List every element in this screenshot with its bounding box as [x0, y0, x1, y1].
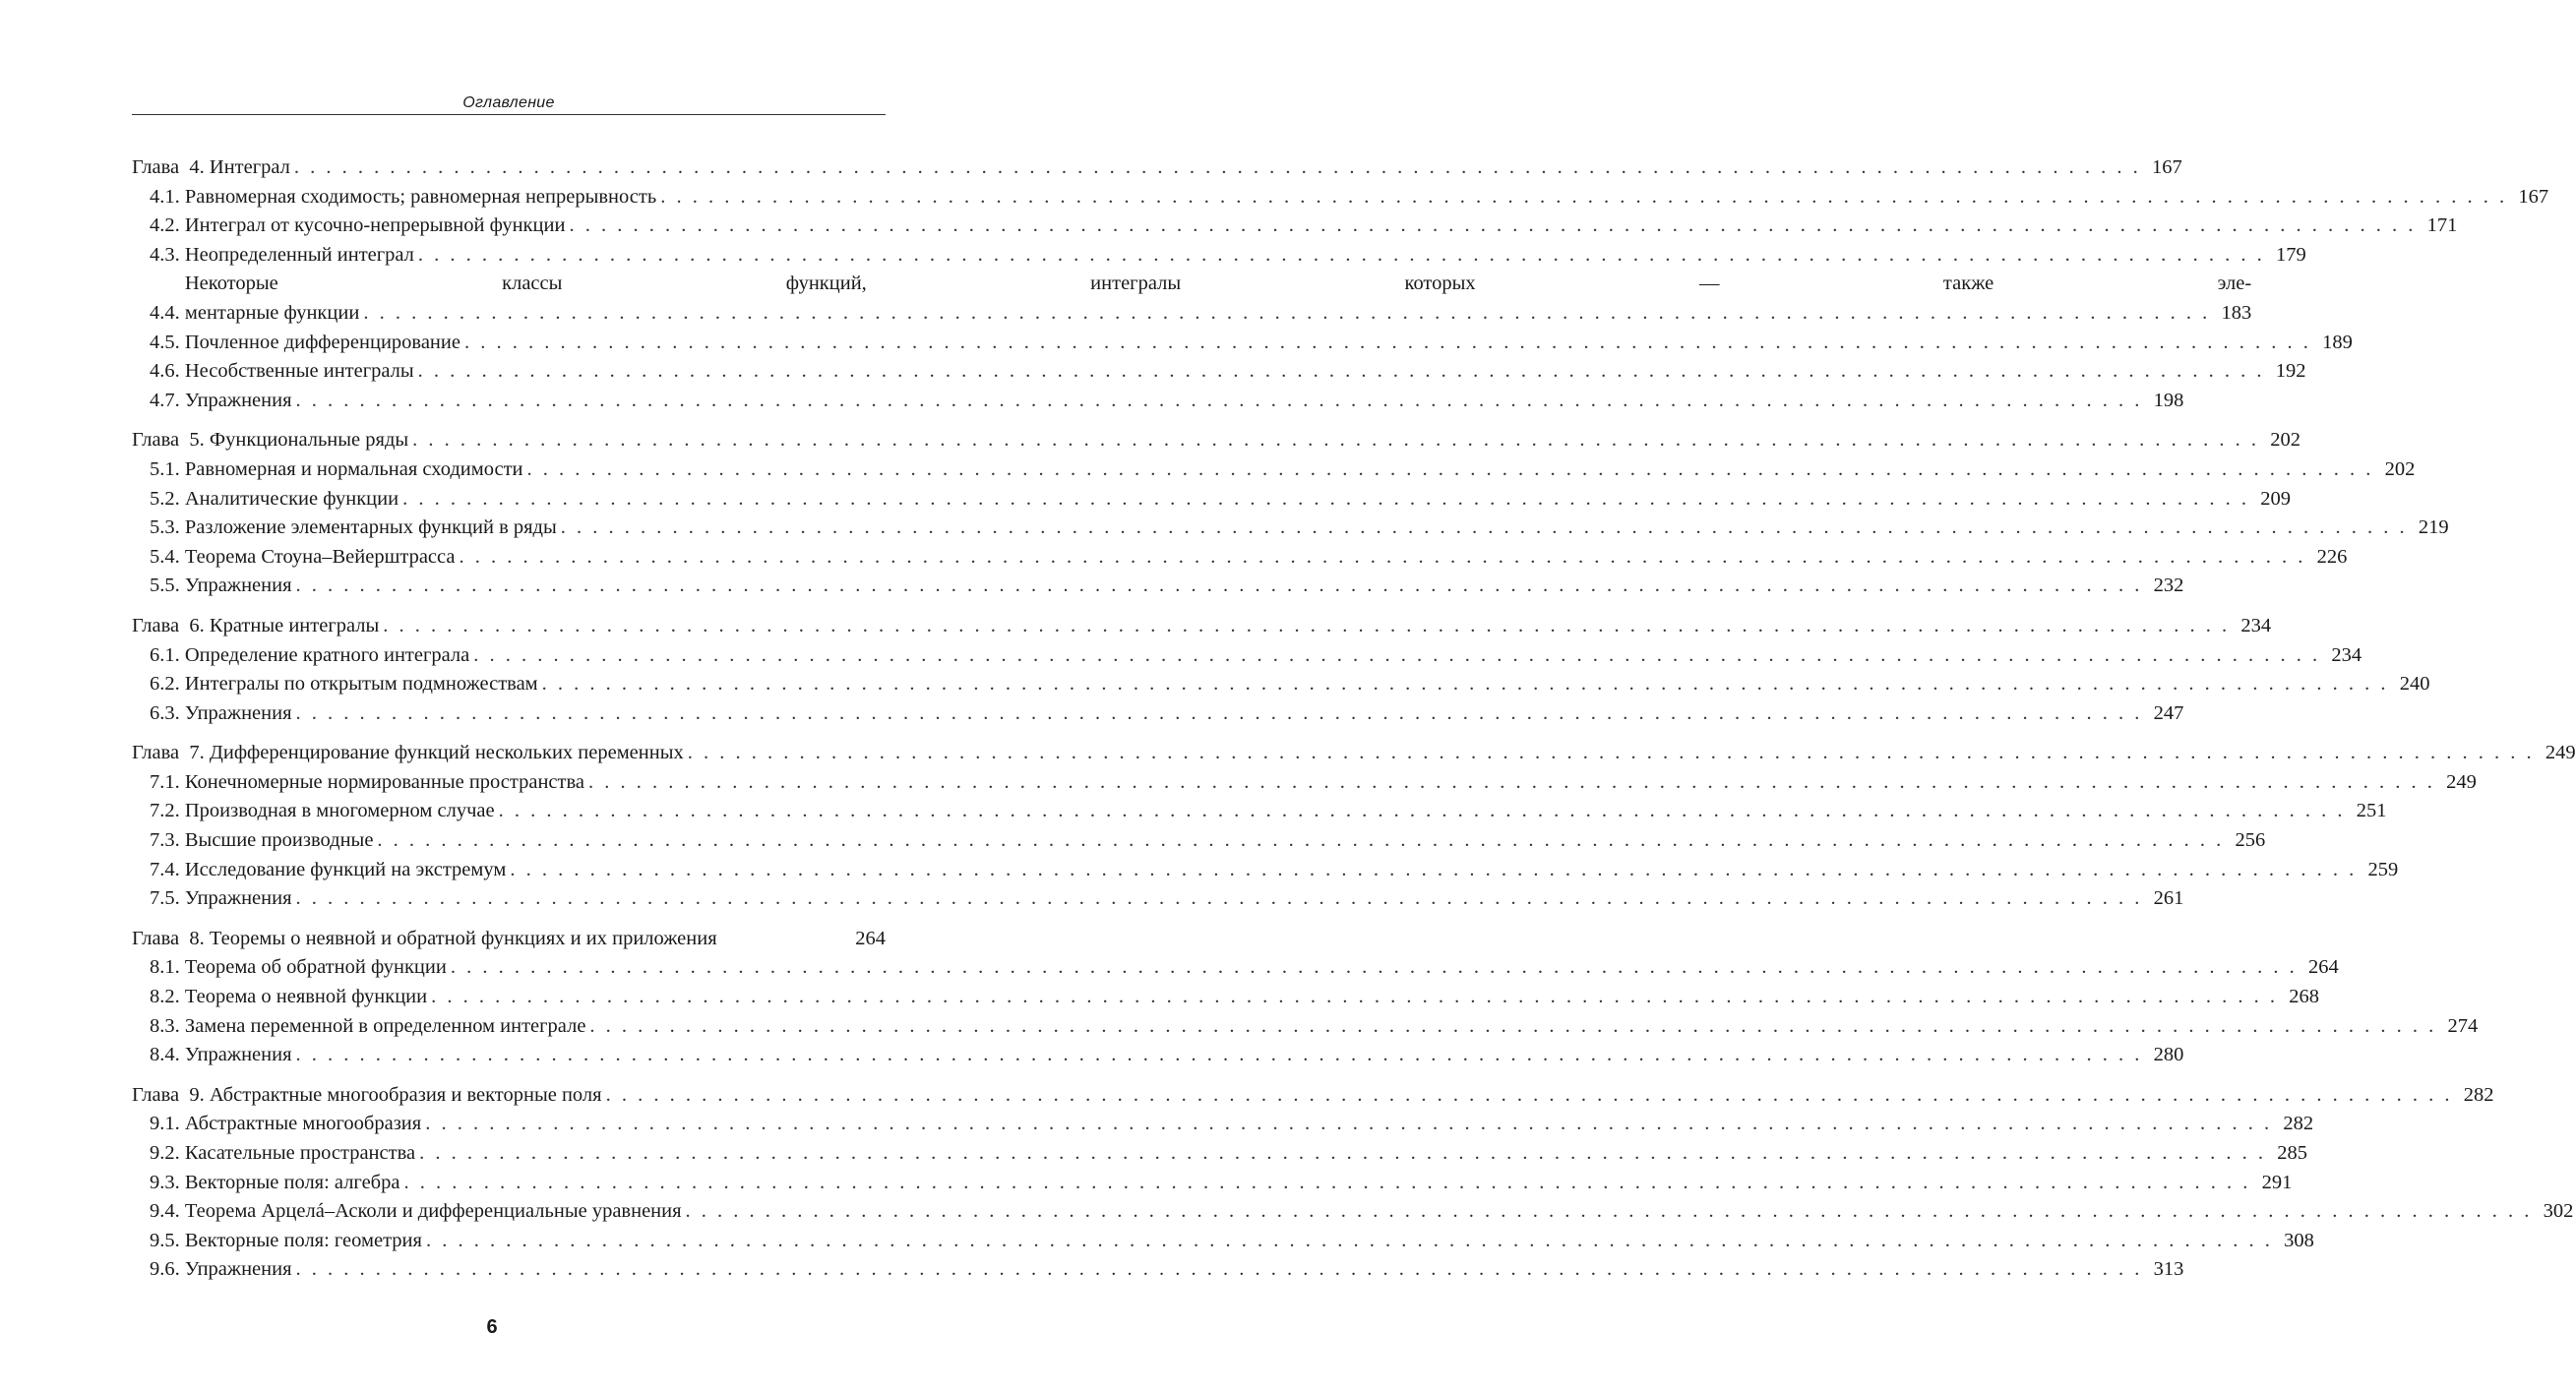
chapter-number: Глава 5. — [132, 429, 210, 452]
section-page: 280 — [2153, 1044, 2184, 1066]
dot-leader — [296, 1255, 2143, 1285]
section-page: 226 — [2316, 545, 2348, 568]
dot-leader — [499, 797, 2346, 826]
section-title: Упражнения — [184, 575, 292, 597]
section-entry[interactable] — [132, 1041, 2184, 1070]
chapter-number: Глава 9. — [132, 1083, 210, 1106]
chapter-entry[interactable] — [132, 1081, 2494, 1111]
dot-leader — [419, 1139, 2266, 1169]
section-number: 4.2. — [150, 214, 185, 237]
section-entry[interactable] — [132, 1139, 2307, 1169]
dot-leader — [527, 455, 2374, 485]
section-number: 8.2. — [150, 986, 185, 1008]
chapter-number: Глава 8. — [132, 927, 210, 949]
section-title: Интегралы по открытым подмножествам — [184, 673, 538, 696]
chapter-block — [132, 739, 2576, 914]
dot-leader — [464, 329, 2311, 358]
section-title: Некоторые классы функций, интегралы которых — также эле- — [184, 273, 2252, 295]
chapter-title: Абстрактные многообразия и векторные поля — [209, 1083, 602, 1106]
dot-leader — [296, 387, 2143, 416]
section-number: 7.3. — [150, 829, 185, 852]
chapter-page: 202 — [2270, 429, 2301, 452]
chapter-page: 167 — [2152, 156, 2182, 178]
section-page: 249 — [2446, 770, 2477, 793]
chapter-number: Глава 4. — [132, 156, 210, 178]
section-number: 7.5. — [150, 887, 185, 910]
section-page: 179 — [2276, 243, 2306, 266]
dot-leader — [688, 739, 2535, 768]
section-entry[interactable] — [132, 1169, 2293, 1198]
section-page: 209 — [2260, 487, 2291, 510]
section-number: 9.1. — [150, 1113, 185, 1135]
chapter-title: Функциональные ряды — [209, 429, 409, 452]
section-page: 251 — [2356, 800, 2387, 822]
chapter-title: Интеграл — [209, 156, 290, 178]
dot-leader — [561, 514, 2408, 543]
section-number: 5.1. — [150, 457, 185, 480]
section-page: 274 — [2447, 1014, 2479, 1037]
section-number: 4.1. — [150, 185, 185, 208]
section-title: Несобственные интегралы — [184, 360, 414, 383]
section-number: 6.1. — [150, 643, 185, 666]
chapter-block — [132, 153, 2549, 415]
chapter-title: Теоремы о неявной и обратной функциях и их приложения — [209, 927, 717, 949]
section-title: Теорема об обратной функции — [184, 956, 447, 979]
page-number: 6 — [486, 1316, 498, 1338]
chapter-title: Кратные интегралы — [209, 614, 380, 636]
chapter-block — [132, 426, 2449, 601]
section-entry[interactable] — [132, 856, 2399, 885]
section-number: 9.4. — [150, 1200, 185, 1223]
section-title: Теорема Стоуна–Вейерштрасса — [184, 545, 456, 568]
section-number: 4.7. — [150, 389, 185, 411]
section-entry[interactable] — [132, 572, 2184, 601]
section-number: 8.1. — [150, 956, 185, 979]
section-entry[interactable] — [132, 953, 2339, 983]
section-number: 9.6. — [150, 1258, 185, 1281]
section-entry[interactable] — [132, 1227, 2314, 1256]
section-number: 4.6. — [150, 360, 185, 383]
dot-leader — [451, 953, 2298, 983]
section-title: Разложение элементарных функций в ряды — [184, 516, 557, 539]
section-entry[interactable] — [132, 699, 2184, 729]
section-page: 234 — [2331, 643, 2362, 666]
section-page: 308 — [2284, 1229, 2314, 1251]
dot-leader — [402, 485, 2249, 515]
chapter-entry[interactable] — [132, 925, 886, 954]
chapter-entry[interactable] — [132, 153, 2182, 183]
section-entry[interactable] — [132, 1012, 2479, 1042]
section-entry[interactable] — [132, 983, 2319, 1012]
section-title: Абстрактные многообразия — [184, 1113, 422, 1135]
section-number: 9.2. — [150, 1142, 185, 1164]
section-entry[interactable] — [132, 212, 2458, 241]
section-title: Конечномерные нормированные пространства — [184, 770, 584, 793]
section-entry[interactable] — [132, 884, 2184, 914]
section-number: 5.5. — [150, 575, 185, 597]
section-title: Равномерная и нормальная сходимости — [184, 457, 523, 480]
chapter-page: 234 — [2240, 614, 2272, 636]
section-page: 192 — [2275, 360, 2306, 383]
section-entry[interactable] — [132, 670, 2430, 699]
section-number: 5.4. — [150, 545, 185, 568]
chapter-entry[interactable] — [132, 612, 2272, 641]
dot-leader — [459, 543, 2305, 573]
section-page: 189 — [2322, 331, 2353, 353]
section-page: 302 — [2543, 1200, 2574, 1223]
section-title-continued: ментарные функции — [184, 301, 360, 324]
dot-leader — [542, 670, 2389, 699]
section-title: Упражнения — [184, 1044, 292, 1066]
section-number: 9.3. — [150, 1171, 185, 1193]
section-title: Замена переменной в определенном интеграле — [184, 1014, 586, 1037]
chapter-page: 282 — [2463, 1083, 2494, 1106]
dot-leader — [588, 768, 2435, 798]
chapter-number: Глава 6. — [132, 614, 210, 636]
section-title: Теорема Арцелá–Асколи и дифференциальные уравнения — [184, 1200, 682, 1223]
section-title: Производная в многомерном случае — [184, 800, 495, 822]
section-entry[interactable] — [132, 357, 2306, 387]
chapter-entry[interactable] — [132, 426, 2301, 455]
section-number: 5.2. — [150, 487, 185, 510]
dot-leader — [686, 1197, 2533, 1227]
section-entry[interactable] — [132, 1110, 2314, 1139]
dot-leader — [569, 212, 2416, 241]
chapter-page: 249 — [2545, 742, 2576, 764]
section-title: Упражнения — [184, 1258, 292, 1281]
dot-leader — [425, 1110, 2272, 1139]
dot-leader — [660, 183, 2507, 212]
section-number: 7.4. — [150, 858, 185, 880]
section-entry[interactable] — [132, 241, 2306, 271]
dot-leader — [431, 983, 2278, 1012]
section-title: Равномерная сходимость; равномерная непрерывность — [184, 185, 657, 208]
section-title: Определение кратного интеграла — [184, 643, 470, 666]
section-title: Теорема о неявной функции — [184, 986, 428, 1008]
section-number: 6.2. — [150, 673, 185, 696]
section-entry[interactable] — [132, 183, 2549, 212]
section-entry[interactable] — [132, 485, 2291, 515]
section-title: Упражнения — [184, 389, 292, 411]
dot-leader — [296, 572, 2143, 601]
dot-leader — [294, 153, 2141, 183]
section-number: 4.4. — [150, 301, 185, 324]
section-entry[interactable] — [132, 387, 2184, 416]
dot-leader — [589, 1012, 2436, 1042]
section-entry[interactable] — [132, 641, 2362, 671]
section-page: 282 — [2283, 1113, 2314, 1135]
section-page: 202 — [2384, 457, 2416, 480]
section-title: Исследование функций на экстремум — [184, 858, 507, 880]
section-number: 8.4. — [150, 1044, 185, 1066]
section-number: 7.1. — [150, 770, 185, 793]
section-title: Неопределенный интеграл — [184, 243, 414, 266]
dot-leader — [383, 612, 2230, 641]
section-number: 4.3. — [150, 243, 185, 266]
dot-leader — [418, 241, 2265, 271]
dot-leader — [426, 1227, 2273, 1256]
section-title: Векторные поля: алгебра — [184, 1171, 400, 1193]
dot-leader — [510, 856, 2357, 885]
section-entry[interactable] — [132, 1197, 2574, 1227]
section-page: 198 — [2153, 389, 2184, 411]
section-title: Векторные поля: геометрия — [184, 1229, 422, 1251]
chapter-title: Дифференцирование функций нескольких переменных — [209, 742, 684, 764]
section-title: Упражнения — [184, 701, 292, 724]
chapter-block — [132, 925, 2479, 1070]
section-page: 247 — [2153, 701, 2184, 724]
dot-leader — [403, 1169, 2250, 1198]
chapter-entry[interactable] — [132, 739, 2576, 768]
section-number: 8.3. — [150, 1014, 185, 1037]
section-number: 7.2. — [150, 800, 185, 822]
dot-leader — [418, 357, 2265, 387]
section-entry[interactable] — [132, 270, 2252, 328]
section-page: 256 — [2235, 829, 2266, 852]
section-title: Упражнения — [184, 887, 292, 910]
chapter-block — [132, 1081, 2574, 1285]
chapter-page: 264 — [855, 927, 886, 949]
section-page: 219 — [2418, 516, 2449, 539]
section-entry[interactable] — [132, 1255, 2184, 1285]
section-title: Аналитические функции — [184, 487, 399, 510]
table-of-contents — [132, 153, 2576, 1296]
dot-leader — [296, 1041, 2143, 1070]
section-number: 4.5. — [150, 331, 185, 353]
section-entry[interactable] — [132, 797, 2387, 826]
section-entry[interactable] — [132, 543, 2348, 573]
section-entry[interactable] — [132, 455, 2416, 485]
section-entry[interactable] — [132, 826, 2266, 856]
section-page: 232 — [2153, 575, 2184, 597]
chapter-number: Глава 7. — [132, 742, 210, 764]
dot-leader — [296, 884, 2143, 914]
section-page: 268 — [2289, 986, 2319, 1008]
section-page: 171 — [2426, 214, 2458, 237]
section-entry[interactable] — [132, 329, 2353, 358]
section-entry[interactable] — [132, 768, 2477, 798]
dot-leader — [377, 826, 2224, 856]
running-header: Оглавление — [132, 94, 886, 115]
section-title: Интеграл от кусочно-непрерывной функции — [184, 214, 566, 237]
section-entry[interactable] — [132, 514, 2449, 543]
section-page: 167 — [2518, 185, 2549, 208]
section-page: 261 — [2153, 887, 2184, 910]
section-page: 259 — [2367, 858, 2399, 880]
section-number: 5.3. — [150, 516, 185, 539]
section-title: Высшие производные — [184, 829, 374, 852]
section-page: 183 — [2221, 301, 2252, 324]
section-page: 291 — [2261, 1171, 2293, 1193]
section-title: Касательные пространства — [184, 1142, 416, 1164]
dot-leader — [296, 699, 2143, 729]
section-page: 264 — [2307, 956, 2339, 979]
dot-leader — [412, 426, 2259, 455]
section-page: 313 — [2153, 1258, 2184, 1281]
dot-leader — [473, 641, 2320, 671]
dot-leader — [363, 299, 2210, 329]
section-page: 285 — [2277, 1142, 2307, 1164]
dot-leader — [606, 1081, 2453, 1111]
section-number: 6.3. — [150, 701, 185, 724]
chapter-block — [132, 612, 2430, 728]
section-number: 9.5. — [150, 1229, 185, 1251]
section-page: 240 — [2399, 673, 2430, 696]
section-title: Почленное дифференцирование — [184, 331, 460, 353]
